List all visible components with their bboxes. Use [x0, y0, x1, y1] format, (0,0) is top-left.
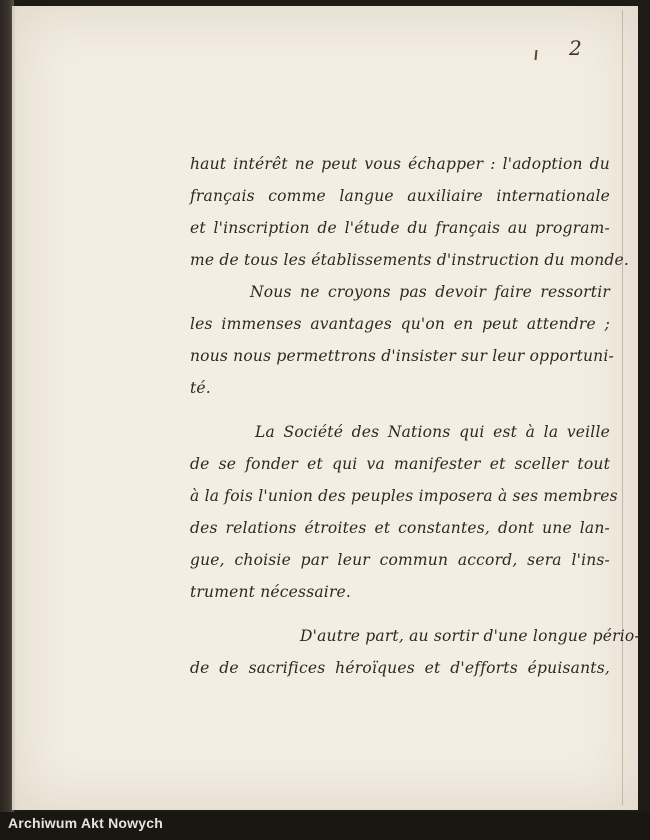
text-line: té.	[190, 379, 211, 397]
text-line: de de sacrifices héroïques et d'efforts épuisants,	[190, 659, 610, 677]
archive-name-label: Archiwum Akt Nowych	[8, 815, 163, 831]
page-number: 2	[569, 36, 582, 60]
text-line: D'autre part, au sortir d'une longue pério-	[300, 627, 640, 645]
text-line: des relations étroites et constantes, dont une lan-	[190, 519, 610, 537]
text-line: La Société des Nations qui est à la veille	[255, 423, 610, 441]
text-line: de se fonder et qui va manifester et sceller tout	[190, 455, 610, 473]
text-line: me de tous les établissements d'instruction du monde.	[190, 251, 630, 269]
paper-left-edge	[12, 6, 15, 810]
text-line: les immenses avantages qu'on en peut attendre ;	[190, 315, 610, 333]
text-line: trument nécessaire.	[190, 583, 352, 601]
text-line: à la fois l'union des peuples imposera à ses membres	[190, 487, 618, 505]
text-line: et l'inscription de l'étude du français au program-	[190, 219, 610, 237]
text-line: haut intérêt ne peut vous échapper : l'adoption du	[190, 155, 610, 173]
text-line: Nous ne croyons pas devoir faire ressortir	[250, 283, 610, 301]
text-line: français comme langue auxiliaire internationale	[190, 187, 610, 205]
handwritten-letter-body	[160, 148, 640, 684]
text-line: gue, choisie par leur commun accord, sera l'ins-	[190, 551, 610, 569]
paper-fold-line	[622, 10, 623, 805]
text-line: nous nous permettrons d'insister sur leur opportuni-	[190, 347, 614, 365]
